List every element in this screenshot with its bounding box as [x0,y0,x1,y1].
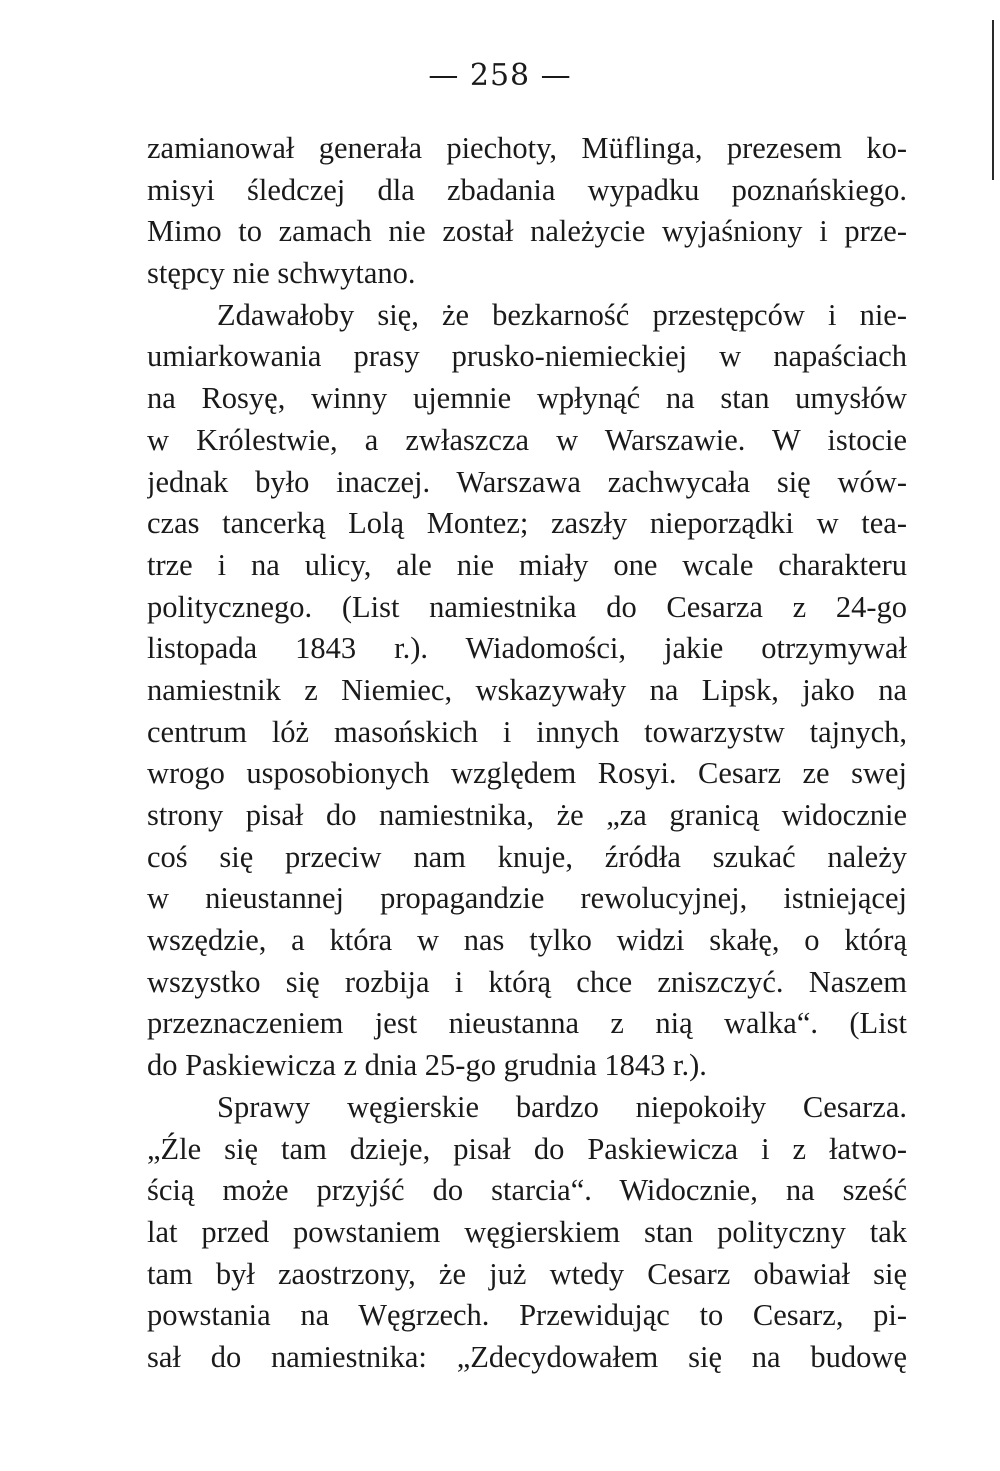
text-line: czas tancerką Lolą Montez; zaszły nieporządki w tea- [147,506,907,541]
text-line: zamianował generała piechoty, Müflinga, prezesem ko- [147,131,907,165]
text-line: listopada 1843 r.). Wiadomości, jakie otrzymywał [147,631,907,666]
text-line: jednak było inaczej. Warszawa zachwycała się wów- [147,464,907,499]
text-line: tam był zaostrzony, że już wtedy Cesarz obawiał się [147,1256,907,1291]
text-line: stępcy nie schwytano. [147,256,416,291]
page-number: — 258 — [428,58,572,93]
body-text [147,128,907,1379]
text-line: powstania na Węgrzech. Przewidując to Cesarz, pi- [147,1298,907,1333]
text-line: sał do namiestnika: „Zdecydowałem się na budowę [147,1339,907,1374]
text-line: wszystko się rozbija i którą chce zniszczyć. Naszem [147,964,907,999]
text-line: wszędzie, a która w nas tylko widzi skałę, o którą [147,923,907,958]
text-line: w nieustannej propagandzie rewolucyjnej, istniejącej [147,881,907,916]
text-line: do Paskiewicza z dnia 25-go grudnia 1843 r.). [147,1048,707,1083]
text-line: „Źle się tam dzieje, pisał do Paskiewicza i z łatwo- [147,1131,907,1166]
text-line: misyi śledczej dla zbadania wypadku poznańskiego. [147,172,907,207]
text-line: Sprawy węgierskie bardzo niepokoiły Cesarza. [217,1089,907,1124]
page-edge-line [992,20,994,180]
text-line: umiarkowania prasy prusko-niemieckiej w napaściach [147,339,907,374]
text-line: trze i na ulicy, ale nie miały one wcale charakteru [147,547,907,582]
text-line: ścią może przyjść do starcia“. Widocznie, na sześć [147,1173,907,1208]
text-line: wrogo usposobionych względem Rosyi. Cesarz ze swej [147,756,907,791]
text-line: Zdawałoby się, że bezkarność przestępców i nie- [217,297,907,332]
text-line: centrum lóż masońskich i innych towarzystw tajnych, [147,714,907,749]
text-line: w Królestwie, a zwłaszcza w Warszawie. W istocie [147,422,907,457]
text-line: przeznaczeniem jest nieustanna z nią walka“. (List [147,1006,907,1041]
text-line: Mimo to zamach nie został należycie wyjaśniony i prze- [147,214,907,249]
text-line: strony pisał do namiestnika, że „za granicą widocznie [147,798,907,832]
text-line: politycznego. (List namiestnika do Cesarza z 24-go [147,589,907,624]
text-line: coś się przeciw nam knuje, źródła szukać należy [147,839,907,874]
text-line: namiestnik z Niemiec, wskazywały na Lipsk, jako na [147,672,907,707]
text-line: lat przed powstaniem węgierskiem stan polityczny tak [147,1214,907,1249]
text-line: na Rosyę, winny ujemnie wpłynąć na stan umysłów [147,381,907,416]
